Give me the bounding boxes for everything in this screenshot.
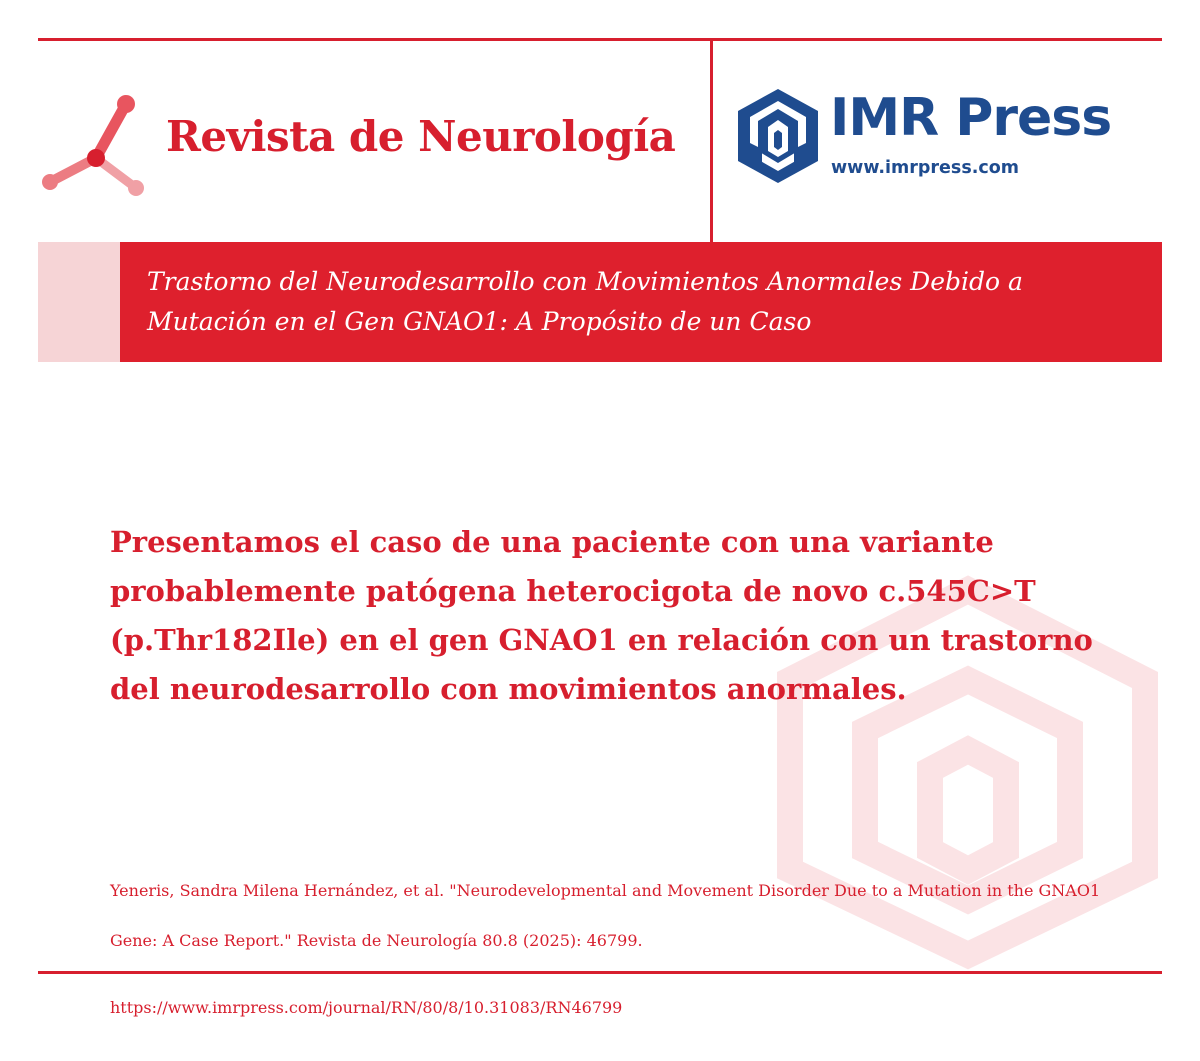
article-summary: Presentamos el caso de una paciente con una variante probablemente patógena heterocigota de novo c.545C>T (p.Thr182Ile) en el gen GNAO1 en relación con un trastorno del neurodesarrollo con movimientos anormales. — [110, 525, 1093, 706]
molecule-logo-icon — [40, 90, 152, 202]
title-band — [120, 242, 1162, 362]
article-citation: Yeneris, Sandra Milena Hernández, et al. "Neurodevelopmental and Movement Disorder Due to a Mutation in the GNAO1 Gene: A Case Report." Revista de Neurología 80.8 (2025): 46799. — [110, 881, 1101, 950]
top-rule — [38, 38, 1162, 41]
bottom-rule — [38, 971, 1162, 974]
title-band-accent — [38, 242, 120, 362]
journal-title: Revista de Neurología — [166, 112, 676, 161]
publisher-logo-icon — [734, 87, 822, 185]
article-title: Trastorno del Neurodesarrollo con Movimientos Anormales Debido a Mutación en el Gen GNAO1: A Propósito de un Caso — [147, 267, 1023, 336]
header-divider — [710, 41, 713, 242]
publisher-name: IMR Press — [830, 88, 1112, 148]
publisher-url: www.imrpress.com — [831, 158, 1020, 178]
article-url-link[interactable]: https://www.imrpress.com/journal/RN/80/8/10.31083/RN46799 — [110, 998, 623, 1017]
